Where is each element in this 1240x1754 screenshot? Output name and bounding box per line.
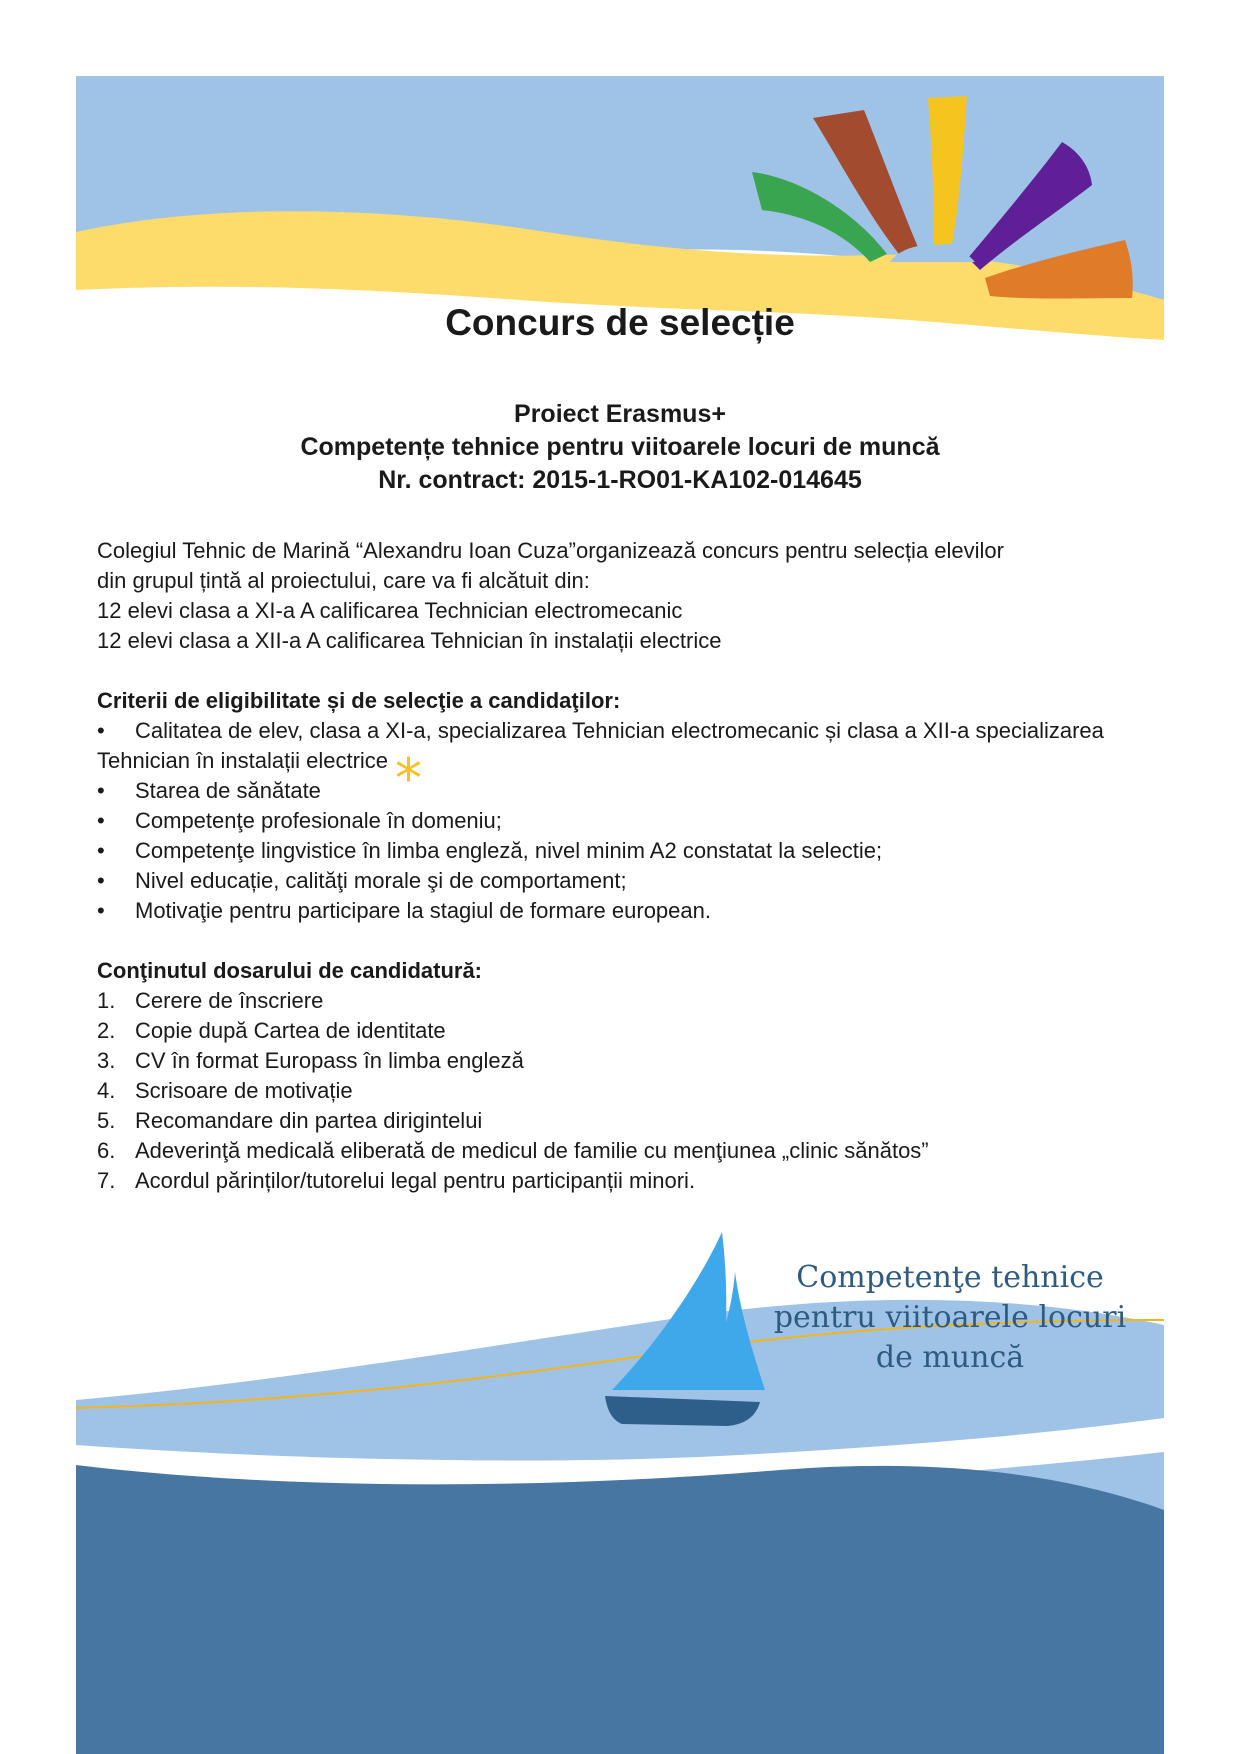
- list-item: [97, 1106, 1157, 1136]
- criteria-text: Competenţe profesionale în domeniu;: [135, 808, 502, 833]
- sea-dark: [76, 1465, 1164, 1754]
- intro-line: din grupul țintă al proiectului, care va fi alcătuit din:: [97, 568, 590, 593]
- intro-line: 12 elevi clasa a XI-a A calificarea Technician electromecanic: [97, 598, 683, 623]
- criteria-text: Nivel educație, calităţi morale şi de comportament;: [135, 868, 627, 893]
- bullet-icon: •: [97, 718, 105, 743]
- criteria-heading: Criterii de eligibilitate și de selecţie a candidaţilor:: [97, 688, 621, 713]
- list-item: [97, 806, 1157, 836]
- item-number: 6.: [97, 1138, 116, 1163]
- documents-list: [97, 986, 1157, 1196]
- list-item: [97, 866, 1157, 896]
- item-number: 2.: [97, 1018, 116, 1043]
- project-name: Proiect Erasmus+: [514, 400, 726, 428]
- list-item: [97, 716, 1157, 776]
- contract-number: Nr. contract: 2015-1-RO01-KA102-014645: [378, 466, 862, 494]
- intro-line: 12 elevi clasa a XII-a A calificarea Tehnician în instalații electrice: [97, 628, 722, 653]
- item-number: 1.: [97, 988, 116, 1013]
- bullet-icon: •: [97, 808, 105, 833]
- criteria-list: [97, 716, 1157, 926]
- document-body: [97, 536, 1157, 1196]
- logo-line: pentru viitoarele locuri: [773, 1300, 1127, 1335]
- project-block: [76, 398, 1164, 497]
- list-item: [97, 1166, 1157, 1196]
- list-item: [97, 776, 1157, 806]
- intro-line: Colegiul Tehnic de Marină “Alexandru Ioan Cuza”organizează concurs pentru selecția elevilor: [97, 538, 1004, 563]
- star-icon: *: [395, 747, 422, 810]
- documents-heading: Conţinutul dosarului de candidatură:: [97, 958, 482, 983]
- criteria-text: Starea de sănătate: [135, 778, 321, 803]
- list-item: [97, 1076, 1157, 1106]
- project-logo-text: [760, 1258, 1140, 1378]
- list-item: [97, 1016, 1157, 1046]
- list-item: [97, 836, 1157, 866]
- criteria-text: Motivaţie pentru participare la stagiul de formare european.: [135, 898, 711, 923]
- project-subtitle: Competențe tehnice pentru viitoarele locuri de muncă: [300, 433, 940, 461]
- item-number: 7.: [97, 1168, 116, 1193]
- logo-line: de muncă: [875, 1340, 1025, 1375]
- list-item: [97, 896, 1157, 926]
- item-number: 4.: [97, 1078, 116, 1103]
- criteria-text: Competenţe lingvistice în limba engleză, nivel minim A2 constatat la selectie;: [135, 838, 883, 863]
- item-number: 3.: [97, 1048, 116, 1073]
- document-text: Acordul părinților/tutorelui legal pentru participanții minori.: [135, 1168, 696, 1193]
- bullet-icon: •: [97, 898, 105, 923]
- document-text: Recomandare din partea dirigintelui: [135, 1108, 483, 1133]
- criteria-text: Calitatea de elev, clasa a XI-a, specializarea Tehnician electromecanic și clasa a XII-a specializarea Tehnician în instalații electrice: [97, 718, 1104, 773]
- logo-line: Competenţe tehnice: [796, 1260, 1104, 1295]
- bullet-icon: •: [97, 868, 105, 893]
- document-text: Scrisoare de motivație: [135, 1078, 353, 1103]
- document-text: CV în format Europass în limba engleză: [135, 1048, 524, 1073]
- document-text: Adeverinţă medicală eliberată de medicul de familie cu menţiunea „clinic sănătos”: [135, 1138, 929, 1163]
- list-item: [97, 1046, 1157, 1076]
- list-item: [97, 1136, 1157, 1166]
- list-item: [97, 986, 1157, 1016]
- document-text: Copie după Cartea de identitate: [135, 1018, 446, 1043]
- document-text: Cerere de înscriere: [135, 988, 324, 1013]
- bullet-icon: •: [97, 778, 105, 803]
- page-title: Concurs de selecție: [445, 302, 795, 343]
- item-number: 5.: [97, 1108, 116, 1133]
- bullet-icon: •: [97, 838, 105, 863]
